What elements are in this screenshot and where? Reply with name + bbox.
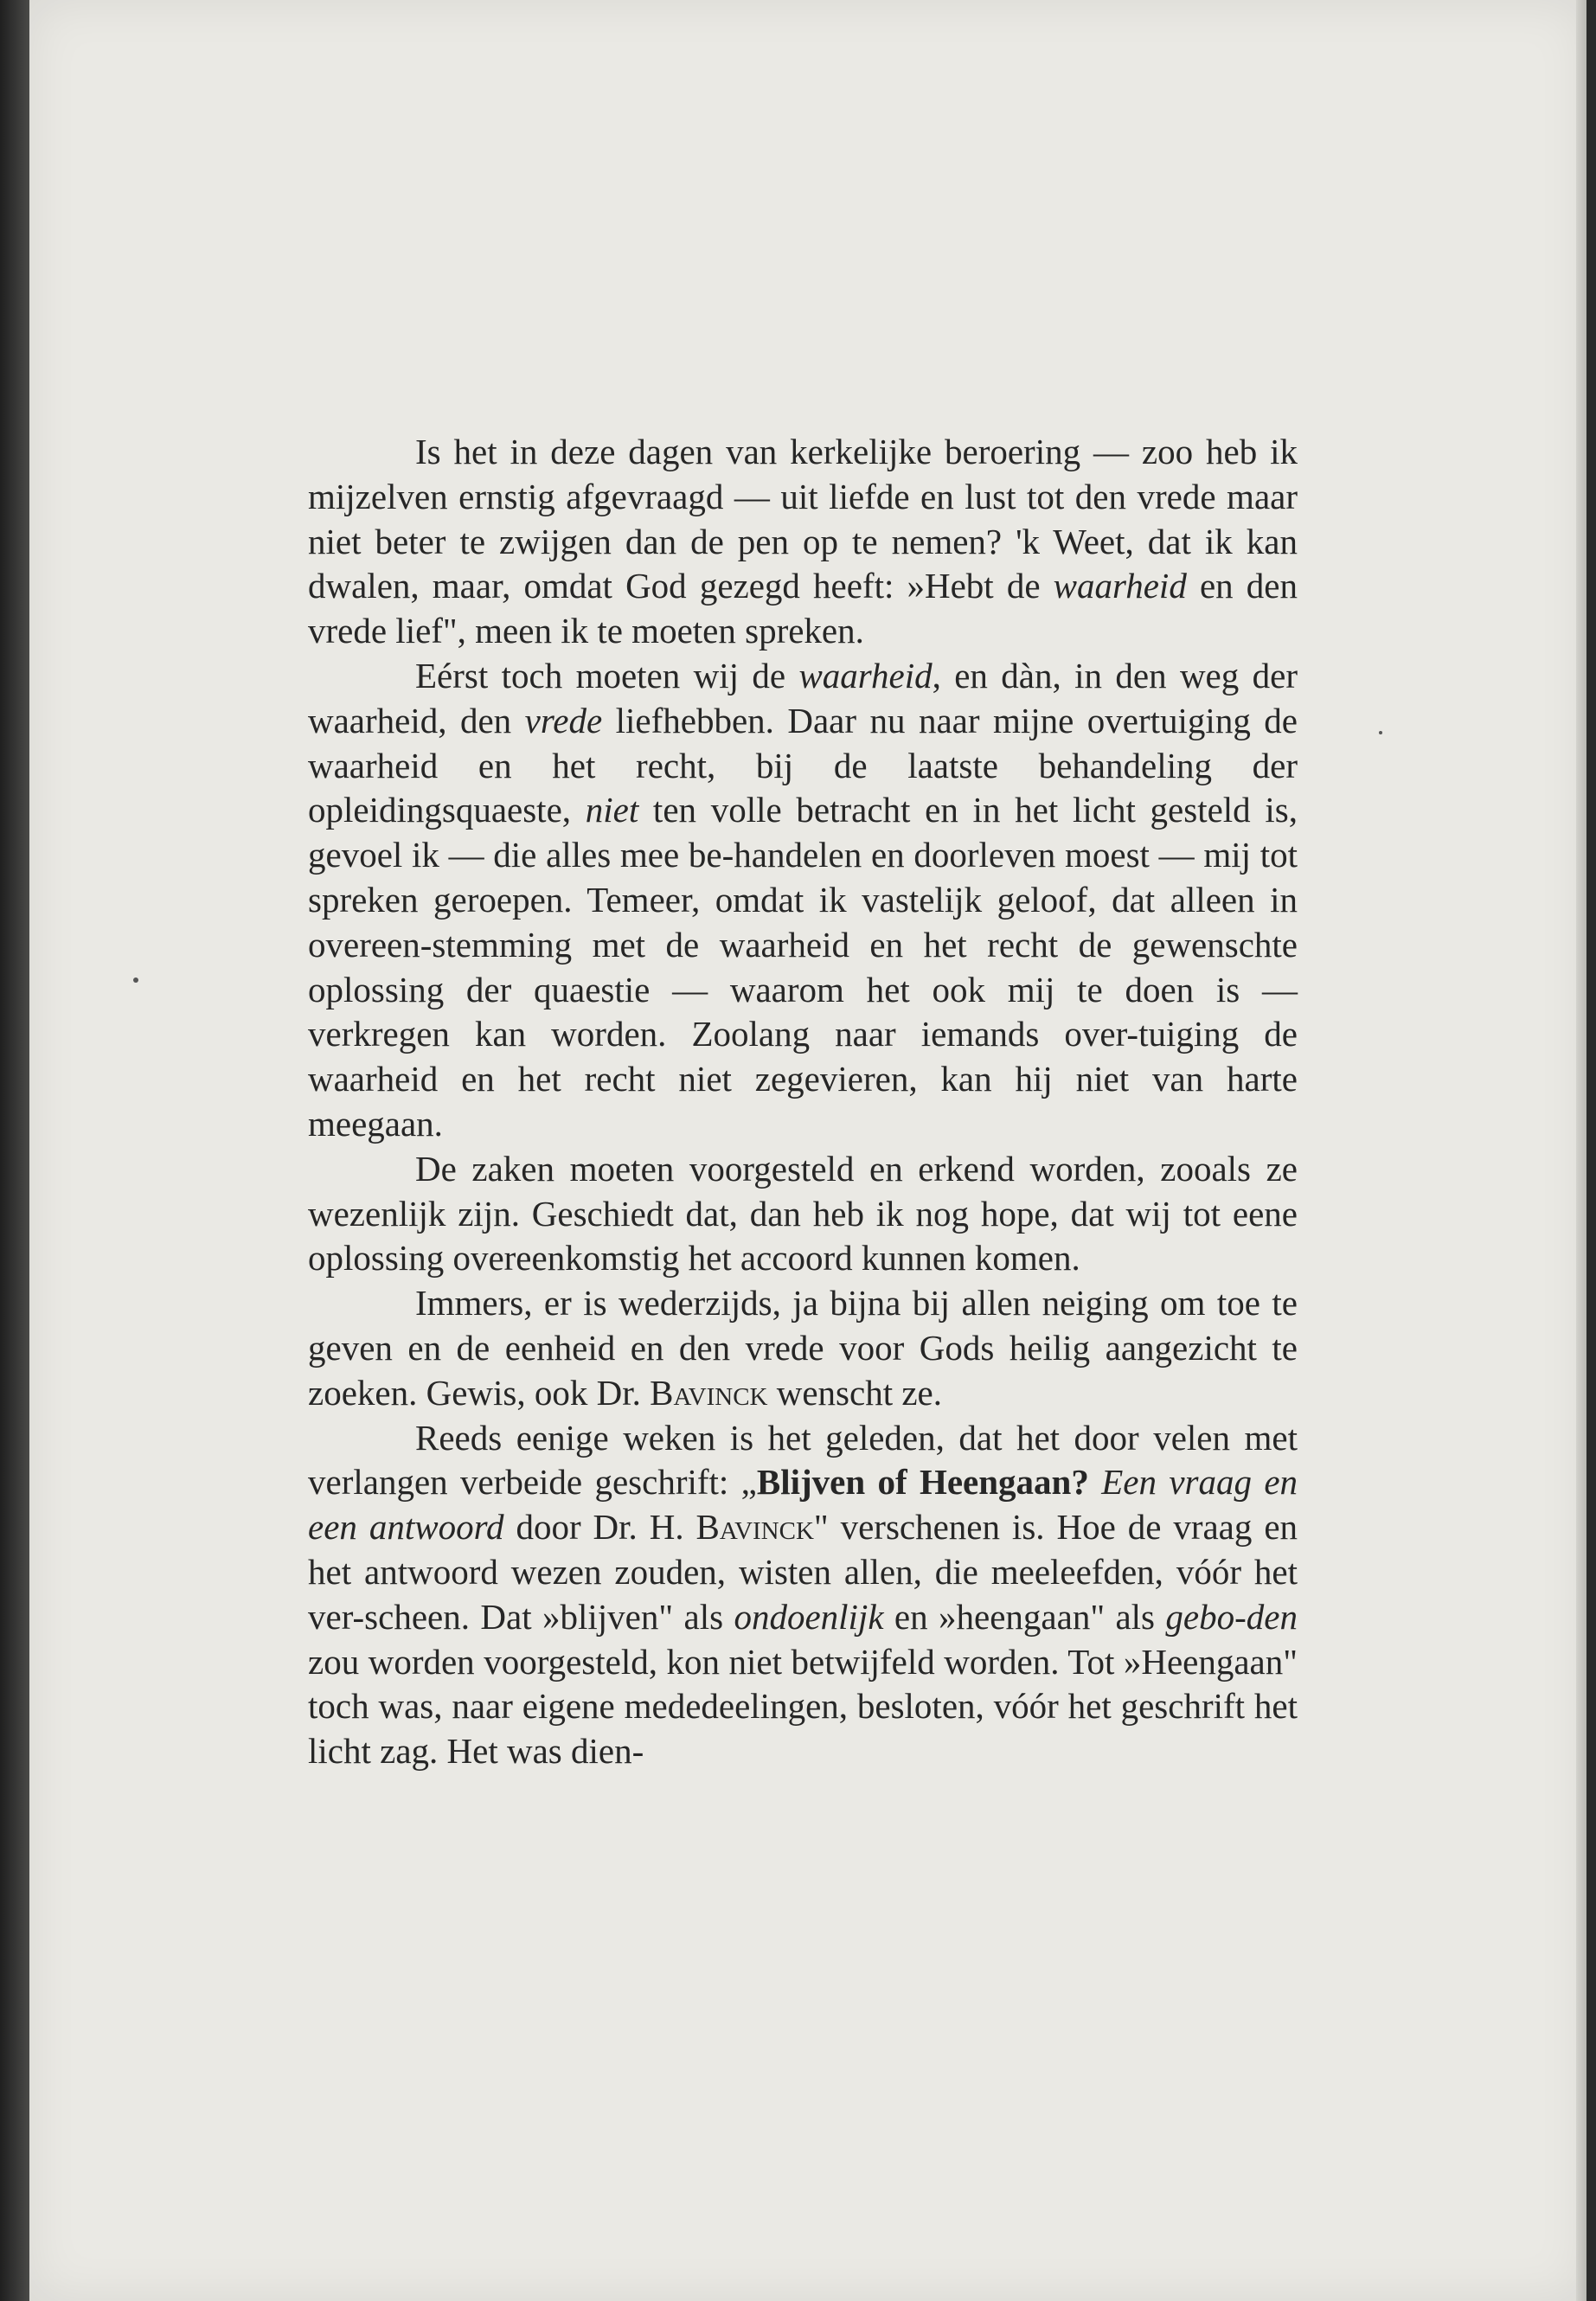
author-name: Bavinck <box>695 1507 814 1548</box>
text-run: door Dr. H. <box>503 1507 696 1548</box>
emphasis-text: waarheid <box>798 655 933 695</box>
emphasis-text: niet <box>585 790 639 830</box>
text-run: en »heengaan" als <box>883 1596 1166 1637</box>
scan-left-edge <box>0 0 29 2301</box>
text-run: liefhebben. Daar nu naar mijne overtuiging de waarheid en het recht, bij de laatste behandeling der opleidingsquaeste, <box>308 700 1298 830</box>
emphasis-text: ondoenlijk <box>734 1596 884 1637</box>
emphasis-text: vrede <box>524 700 603 740</box>
body-text <box>308 430 1298 1774</box>
text-run: ten volle betracht en in het licht gesteld is, gevoel ik — die alles mee be-handelen en doorleven moest — mij tot spreken geroepen. Temeer, omdat ik vastelijk geloof, dat alleen in overeen-stemming met de waarheid en het recht de gewenschte oplossing der quaestie — waarom het ook mij te doen is — verkregen kan worden. Zoolang naar iemands over-tuiging de waarheid en het recht niet zegevieren, kan hij niet van harte meegaan. <box>308 790 1298 1144</box>
emphasis-text: waarheid <box>1053 566 1187 606</box>
text-run: wenscht ze. <box>767 1372 942 1413</box>
text-run: Is het in deze dagen van kerkelijke beroering — zoo heb ik mijzelven ernstig afgevraagd — uit liefde en lust tot den vrede maar niet beter te zwijgen dan de pen op te nemen? 'k Weet, dat ik kan dwalen, maar, omdat God gezegd heeft: »Hebt de <box>308 432 1298 606</box>
paragraph <box>308 430 1298 654</box>
emphasis-text: Een vraag en een antwoord <box>308 1462 1298 1548</box>
text-run: , en dàn, in den weg der waarheid, den <box>308 655 1298 740</box>
paragraph <box>308 1147 1298 1281</box>
text-run: Immers, er is wederzijds, ja bijna bij allen neiging om toe te geven en de eenheid en den vrede voor Gods heilig aangezicht te zoeken. Gewis, ook Dr. <box>308 1283 1298 1413</box>
text-run <box>1089 1462 1101 1502</box>
author-name: Bavinck <box>650 1372 768 1413</box>
book-title: Blijven of Heengaan? <box>756 1462 1089 1503</box>
text-run: " verschenen is. Hoe de vraag en het antwoord wezen zouden, wisten allen, die meeleefden, vóór het ver-scheen. Dat »blijven" als <box>308 1507 1298 1637</box>
text-run: en den vrede lief", meen ik te moeten spreken. <box>308 566 1298 651</box>
text-run: Eérst toch moeten wij de <box>415 655 799 695</box>
text-run: Reeds eenige weken is het geleden, dat het door velen met verlangen verbeide geschrift: „ <box>308 1417 1298 1503</box>
emphasis-text: gebo-den <box>1165 1596 1298 1637</box>
ink-speck <box>1379 731 1382 734</box>
page-right-edge <box>1576 0 1586 2301</box>
book-page <box>29 0 1586 2301</box>
paragraph <box>308 1416 1298 1774</box>
ink-speck <box>133 977 138 983</box>
text-run: zou worden voorgesteld, kon niet betwijfeld worden. Tot »Heengaan" toch was, naar eigene mededeelingen, besloten, vóór het geschrift het licht zag. Het was dien- <box>308 1641 1298 1772</box>
paragraph <box>308 1281 1298 1415</box>
paragraph <box>308 654 1298 1147</box>
text-run: De zaken moeten voorgesteld en erkend worden, zooals ze wezenlijk zijn. Geschiedt dat, dan heb ik nog hope, dat wij tot eene oplossing overeenkomstig het accoord kunnen komen. <box>308 1148 1298 1279</box>
